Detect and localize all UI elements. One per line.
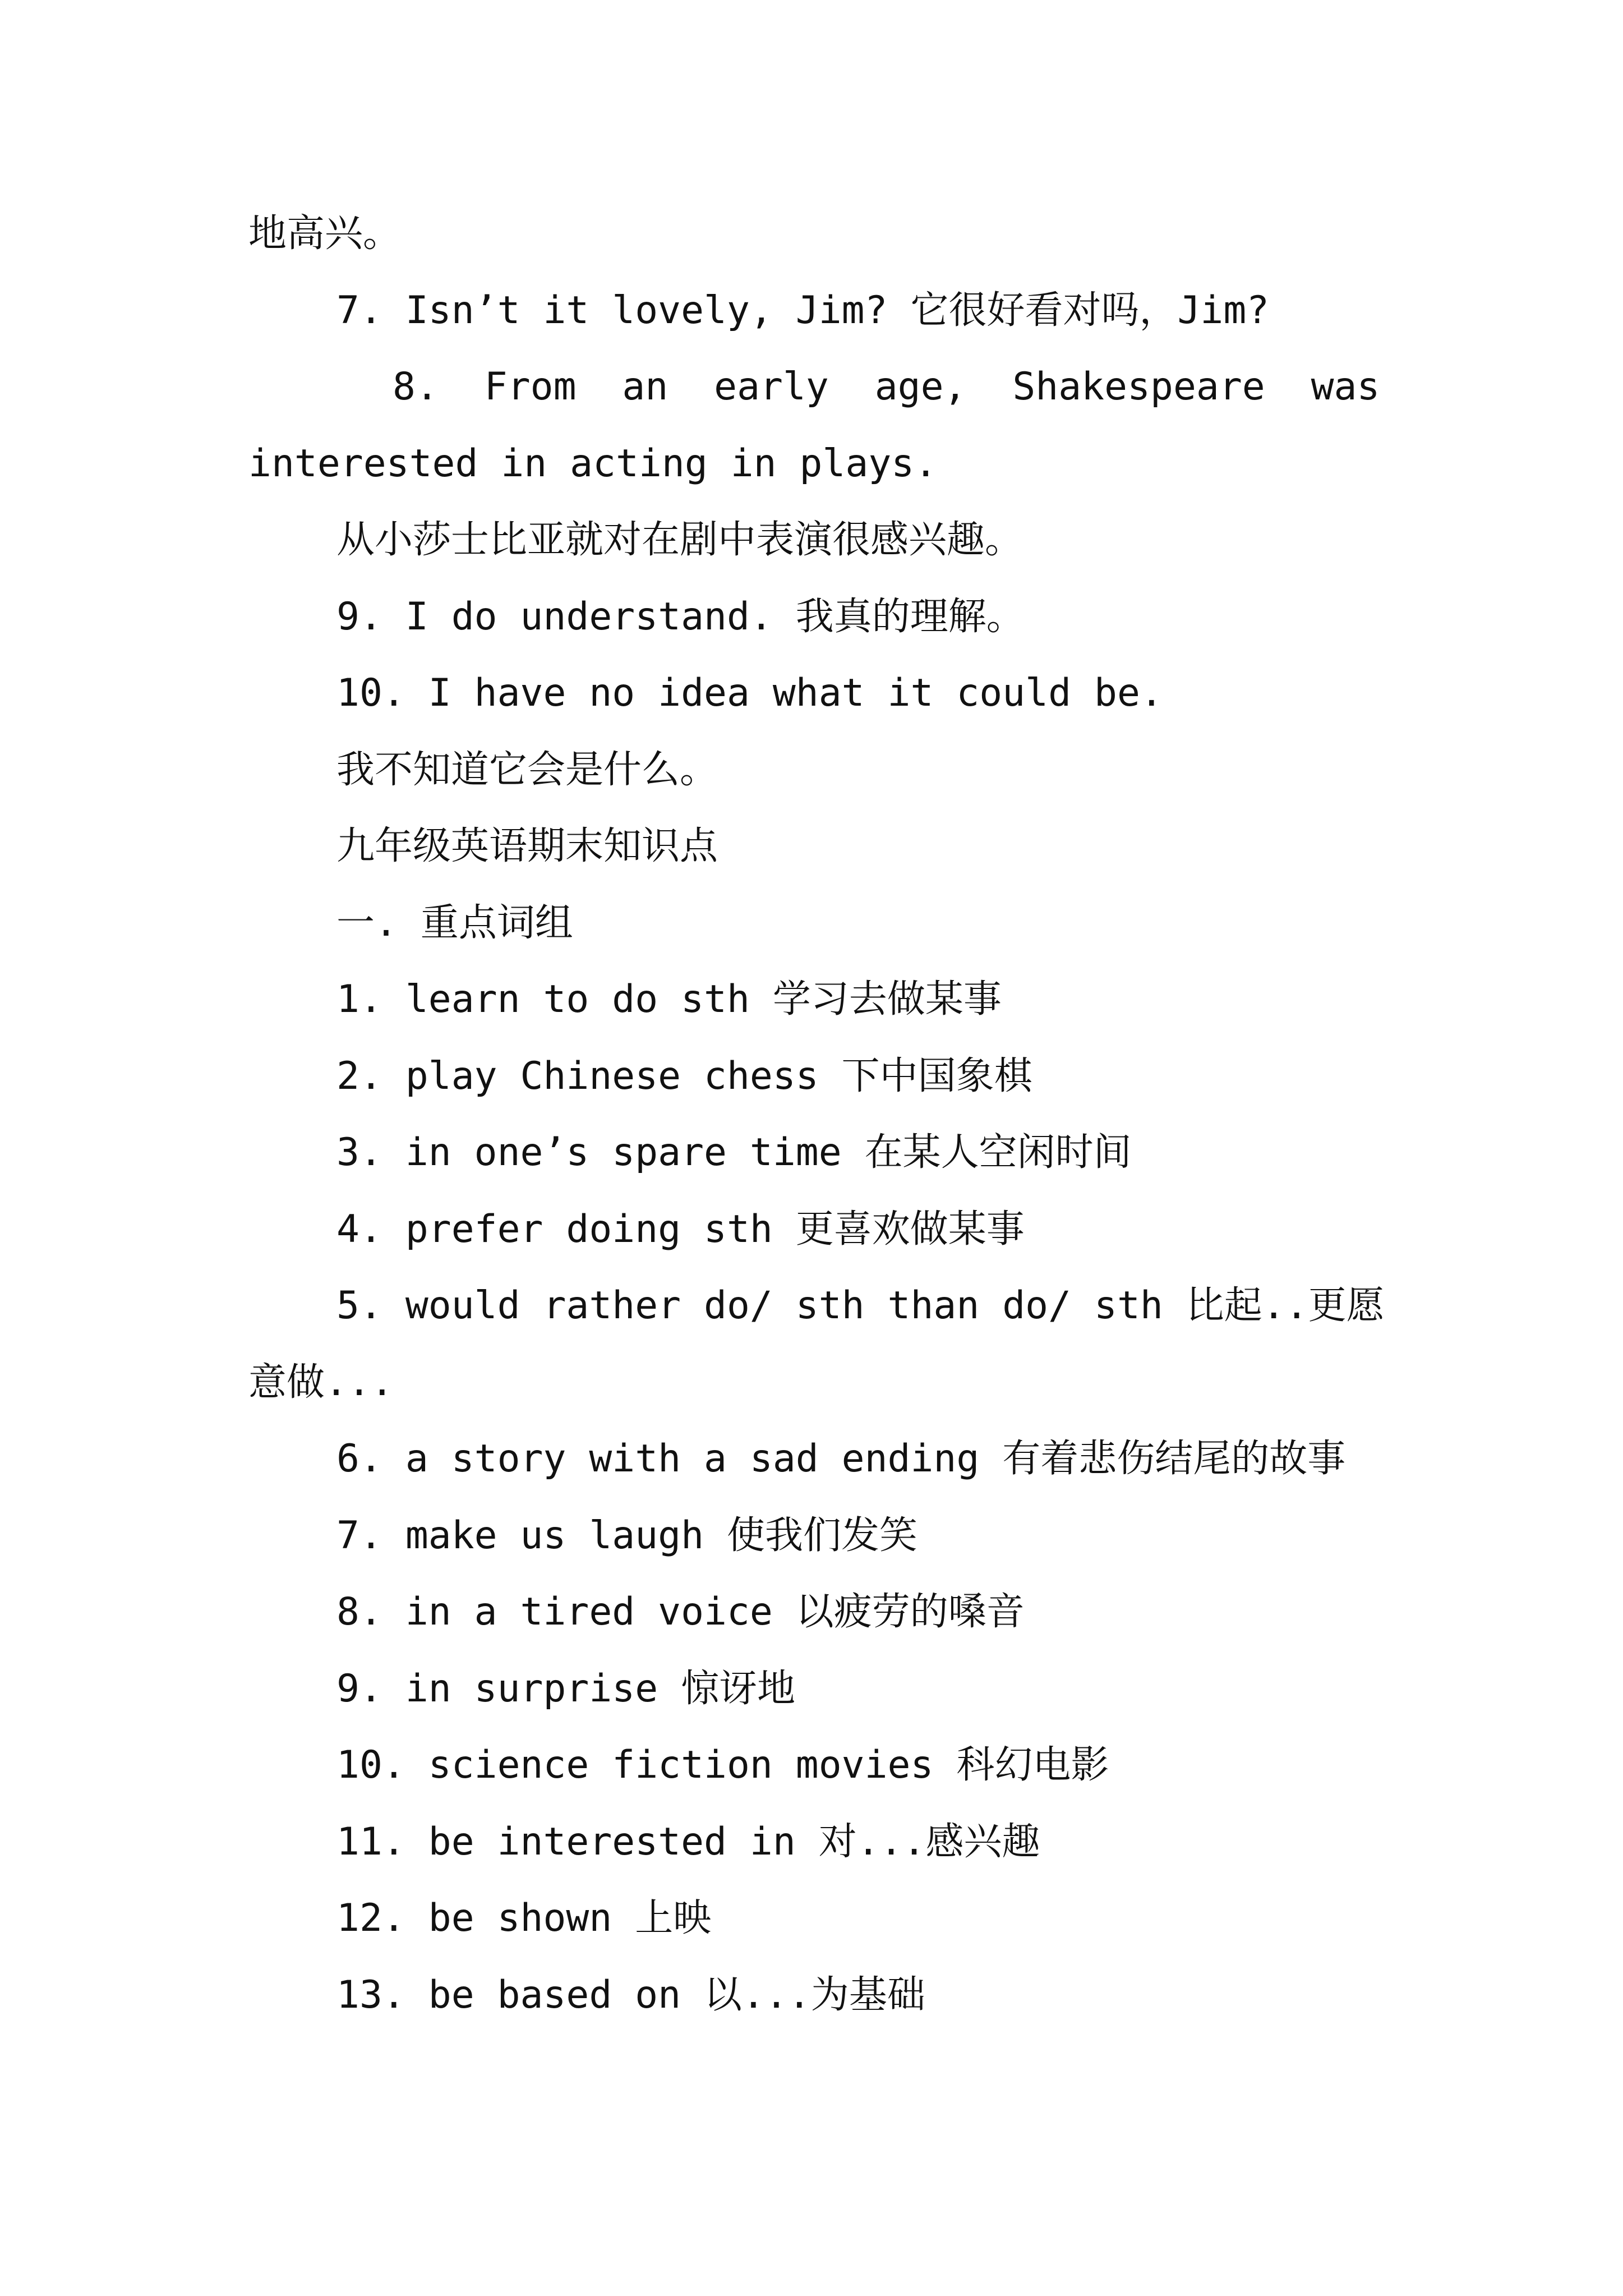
- text-line-4: interested in acting in plays.: [248, 441, 938, 486]
- list-item-5-cont: 意做...: [248, 1360, 394, 1405]
- list-item-2: 2. play Chinese chess 下中国象棋: [336, 1054, 1032, 1098]
- list-item-5: 5. would rather do/ sth than do/ sth 比起..更愿: [336, 1283, 1385, 1328]
- section-heading: 九年级英语期末知识点: [336, 824, 718, 868]
- list-item-1: 1. learn to do sth 学习去做某事: [336, 977, 1002, 1022]
- text-line-3: 8. From an early age, Shakespeare was: [393, 365, 1380, 409]
- list-item-9: 9. in surprise 惊讶地: [336, 1667, 796, 1711]
- list-item-11: 11. be interested in 对...感兴趣: [336, 1820, 1040, 1864]
- text-line-8: 我不知道它会是什么。: [336, 748, 718, 792]
- subsection-heading: 一. 重点词组: [336, 901, 573, 945]
- list-item-6: 6. a story with a sad ending 有着悲伤结尾的故事: [336, 1437, 1346, 1481]
- text-line-7: 10. I have no idea what it could be.: [336, 671, 1163, 715]
- text-line-2: 7. Isn’t it lovely, Jim? 它很好看对吗，Jim?: [336, 288, 1270, 333]
- text-line-1: 地高兴。: [248, 211, 402, 256]
- list-item-10: 10. science fiction movies 科幻电影: [336, 1743, 1109, 1787]
- text-line-5: 从小莎士比亚就对在剧中表演很感兴趣。: [336, 518, 1023, 562]
- list-item-4: 4. prefer doing sth 更喜欢做某事: [336, 1207, 1025, 1251]
- list-item-8: 8. in a tired voice 以疲劳的嗓音: [336, 1590, 1025, 1634]
- text-line-6: 9. I do understand. 我真的理解。: [336, 595, 1025, 639]
- list-item-13: 13. be based on 以...为基础: [336, 1973, 925, 2017]
- list-item-12: 12. be shown 上映: [336, 1896, 712, 1940]
- list-item-3: 3. in one’s spare time 在某人空闲时间: [336, 1130, 1132, 1175]
- list-item-7: 7. make us laugh 使我们发笑: [336, 1513, 917, 1558]
